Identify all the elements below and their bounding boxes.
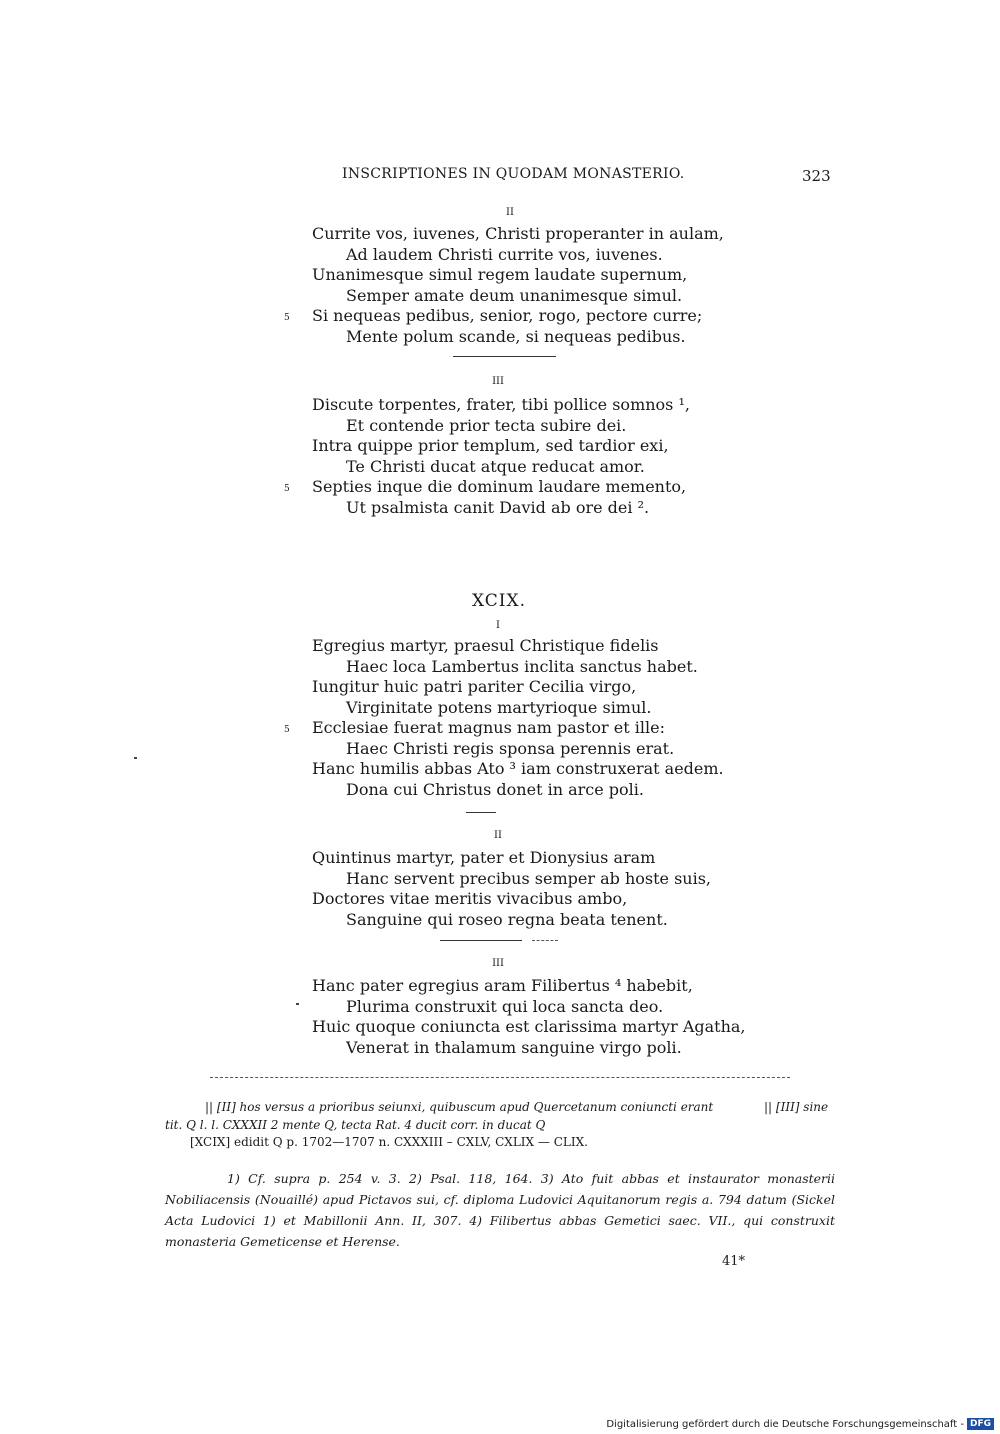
apparatus-line: || [III] sine [764, 1100, 829, 1114]
verse-line: Currite vos, iuvenes, Christi properanter in aulam, [312, 224, 724, 243]
verse-line: Semper amate deum unanimesque simul. [346, 285, 683, 305]
verse-line: Ut psalmista canit David ab ore dei ². [346, 497, 650, 517]
verse-line: Huic quoque coniuncta est clarissima martyr Agatha, [312, 1017, 746, 1036]
verse-line: Hanc servent precibus semper ab hoste suis, [346, 868, 712, 888]
verse-line [284, 306, 724, 327]
apparatus-line: tit. Q l. l. CXXXII 2 mente Q, tecta Rat. 4 ducit corr. in ducat Q [165, 1118, 546, 1132]
verse-line: Sanguine qui roseo regna beata tenent. [346, 909, 668, 929]
running-title: INSCRIPTIONES IN QUODAM MONASTERIO. [342, 166, 685, 182]
verse-line-text: Ecclesiae fuerat magnus nam pastor et ille: [312, 718, 665, 737]
part-label-iii: III [492, 376, 504, 387]
verse-block-xcix-i [284, 636, 724, 800]
verse-block-prev-ii [284, 224, 724, 347]
apparatus-line: [XCIX] edidit Q p. 1702—1707 n. CXXXIII – CXLV, CXLIX — CLIX. [190, 1135, 588, 1149]
part-label-ii: II [506, 207, 514, 218]
scan-speck [134, 757, 137, 759]
verse-line: Doctores vitae meritis vivacibus ambo, [312, 889, 628, 908]
verse-line: Haec loca Lambertus inclita sanctus habet. [346, 656, 698, 676]
verse-line [284, 718, 724, 739]
verse-line: Virginitate potens martyrioque simul. [346, 697, 652, 717]
section-divider [532, 940, 558, 941]
part-label-ii: II [494, 830, 502, 841]
sheet-signature: 41* [722, 1254, 746, 1269]
footnotes: 1) Cf. supra p. 254 v. 3. 2) Psal. 118, 164. 3) Ato fuit abbas et instaurator monasterii Nobiliacensis (Nouaillé) apud Pictavos sui, cf. diploma Ludovici Aquitanorum regis a. 794 datum (Sickel Acta Ludovici 1) et Mabillonii Ann. II, 307. 4) Filibertus abbas Gemetici saec. VII., qui construxit monasteria Gemeticense et Herense. [165, 1171, 835, 1249]
verse-line: Unanimesque simul regem laudate supernum, [312, 265, 688, 284]
verse-line: Plurima construxit qui loca sancta deo. [346, 996, 664, 1016]
line-number: 5 [284, 484, 290, 494]
poem-heading: XCIX. [471, 591, 527, 611]
section-divider [466, 812, 496, 813]
verse-line: Iungitur huic patri pariter Cecilia virgo, [312, 677, 637, 696]
verse-line [284, 477, 690, 498]
verse-line: Egregius martyr, praesul Christique fidelis [312, 636, 659, 655]
apparatus-rule [210, 1077, 790, 1078]
part-label-iii: III [492, 958, 504, 969]
funding-text: Digitalisierung gefördert durch die Deutsche Forschungsgemeinschaft - [606, 1418, 964, 1430]
verse-line: Ad laudem Christi currite vos, iuvenes. [346, 244, 663, 264]
page-number: 323 [802, 167, 831, 185]
section-divider [440, 940, 522, 941]
section-divider [453, 356, 556, 357]
verse-block-xcix-ii [312, 848, 711, 930]
dfg-logo: DFG [967, 1418, 994, 1430]
verse-line: Et contende prior tecta subire dei. [346, 415, 627, 435]
verse-line: Discute torpentes, frater, tibi pollice somnos ¹, [312, 395, 690, 414]
verse-line: Haec Christi regis sponsa perennis erat. [346, 738, 675, 758]
line-number: 5 [284, 725, 290, 735]
verse-line: Te Christi ducat atque reducat amor. [346, 456, 645, 476]
verse-line-text: Si nequeas pedibus, senior, rogo, pectore curre; [312, 306, 703, 325]
part-label-i: I [496, 620, 500, 631]
verse-line: Mente polum scande, si nequeas pedibus. [346, 326, 686, 346]
verse-block-xcix-iii [312, 976, 746, 1058]
verse-line: Quintinus martyr, pater et Dionysius aram [312, 848, 656, 867]
funding-notice [606, 1418, 994, 1430]
verse-line: Intra quippe prior templum, sed tardior exi, [312, 436, 669, 455]
verse-line: Dona cui Christus donet in arce poli. [346, 779, 644, 799]
verse-line: Hanc humilis abbas Ato ³ iam construxerat aedem. [312, 759, 724, 778]
scan-speck [296, 1003, 299, 1005]
verse-line: Hanc pater egregius aram Filibertus ⁴ habebit, [312, 976, 693, 995]
verse-block-prev-iii [284, 395, 690, 518]
apparatus-line: || [II] hos versus a prioribus seiunxi, quibuscum apud Quercetanum coniuncti erant [205, 1100, 714, 1114]
line-number: 5 [284, 313, 290, 323]
verse-line: Venerat in thalamum sanguine virgo poli. [346, 1037, 682, 1057]
verse-line-text: Septies inque die dominum laudare memento, [312, 477, 687, 496]
